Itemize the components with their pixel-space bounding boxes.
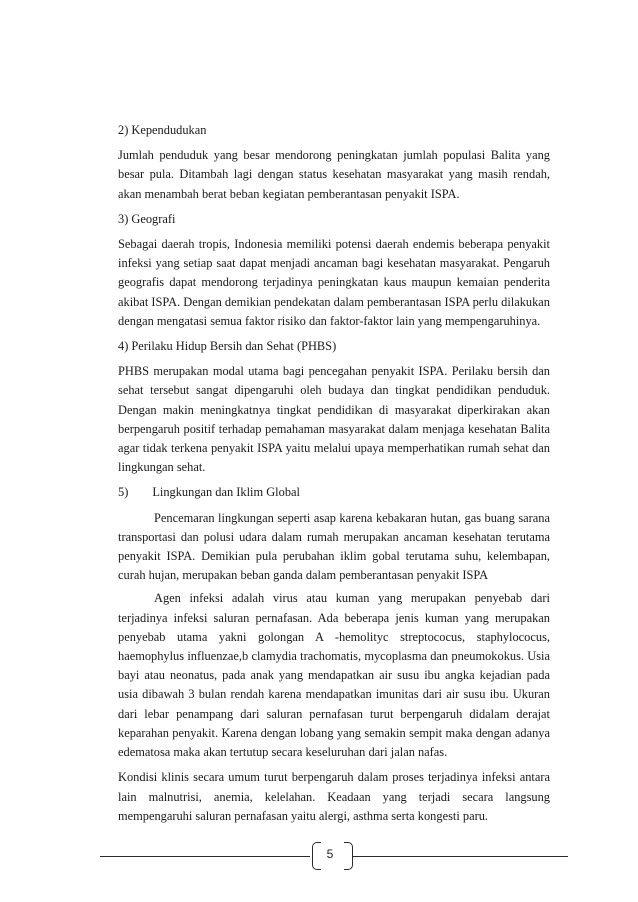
section-lingkungan (118, 483, 550, 762)
section-paragraph: Pencemaran lingkungan seperti asap karena kebakaran hutan, gas buang sarana transportasi dan polusi udara dalam rumah merupakan ancaman kesehatan terutama penyakit ISPA. Demikian pula perubahan iklim gobal terutama suhu, kelembapan, curah hujan, merupakan beban ganda dalam pemberantasan penyakit ISPA (118, 510, 550, 583)
section-phbs (118, 337, 550, 477)
section-paragraph: PHBS merupakan modal utama bagi pencegahan penyakit ISPA. Perilaku bersih dan sehat tersebut sangat dipengaruhi oleh budaya dan tingkat pendidikan penduduk. Dengan makin meningkatnya tingkat pendidikan di masyarakat diperkirakan akan berpengaruh positif terhadap pemahaman masyarakat dalam menjaga kesehatan Balita agar tidak terkena penyakit ISPA yaitu melalui upaya memperhatikan rumah sehat dan lingkungan sehat. (118, 364, 550, 475)
section-title: Lingkungan dan Iklim Global (152, 485, 300, 500)
section-number: 5) (118, 485, 129, 500)
footer-rule-right (352, 856, 568, 857)
section-heading: 2) Kependudukan (118, 123, 207, 137)
section-heading: 4) Perilaku Hidup Bersih dan Sehat (PHBS) (118, 339, 337, 354)
section-kependudukan (118, 121, 550, 204)
section-paragraph: Sebagai daerah tropis, Indonesia memiliki potensi daerah endemis beberapa penyakit infeksi yang setiap saat dapat menjadi ancaman bagi kesehatan masyarakat. Pengaruh geografis dapat mendorong terjadinya peningkatan kaus maupun kemaian penderita akibat ISPA. Dengan demikian pendekatan dalam pemberantasan ISPA perlu dilakukan dengan mengatasi semua faktor risiko dan faktor-faktor lain yang mempengaruhinya. (118, 237, 550, 328)
document-body (118, 121, 550, 832)
section-heading: 3) Geografi (118, 211, 176, 226)
section-paragraph: Agen infeksi adalah virus atau kuman yang merupakan penyebab dari terjadinya infeksi saluran pernafasan. Ada beberapa jenis kuman yang merupakan penyebab utama yakni golongan A -hemolityc streptococus, staphylococus, haemophylus influenzae,b clamydia trachomatis, mycoplasma dan pneumokokus. Usia bayi atau neonatus, pada anak yang mendapatkan air susu ibu angka kejadian pada usia dibawah 3 bulan rendah karena mendapatkan imunitas dari air susu ibu. Ukuran dari lebar penampang dari saluran pernafasan turut berpengaruh didalam derajat keparahan penyakit. Karena dengan lobang yang semakin sempit maka dengan adanya edematosa maka akan tertutup secara keseluruhan dari jalan nafas. (118, 591, 550, 760)
page-number: 5 (326, 847, 334, 861)
page-footer (0, 840, 638, 880)
closing-paragraph: Kondisi klinis secara umum turut berpengaruh dalam proses terjadinya infeksi antara lain malnutrisi, anemia, kelelahan. Keadaan yang terjadi secara langsung mempengaruhi saluran pernafasan yaitu alergi, asthma serta kongesti paru. (118, 770, 550, 823)
section-heading (118, 483, 550, 502)
footer-rule-left (100, 856, 310, 857)
section-paragraph: Jumlah penduduk yang besar mendorong peningkatan jumlah populasi Balita yang besar pula. Ditambah lagi dengan status kesehatan masyarakat yang masih rendah, akan menambah berat beban kegiatan pemberantasan penyakit ISPA. (118, 148, 550, 201)
section-geografi (118, 210, 550, 331)
